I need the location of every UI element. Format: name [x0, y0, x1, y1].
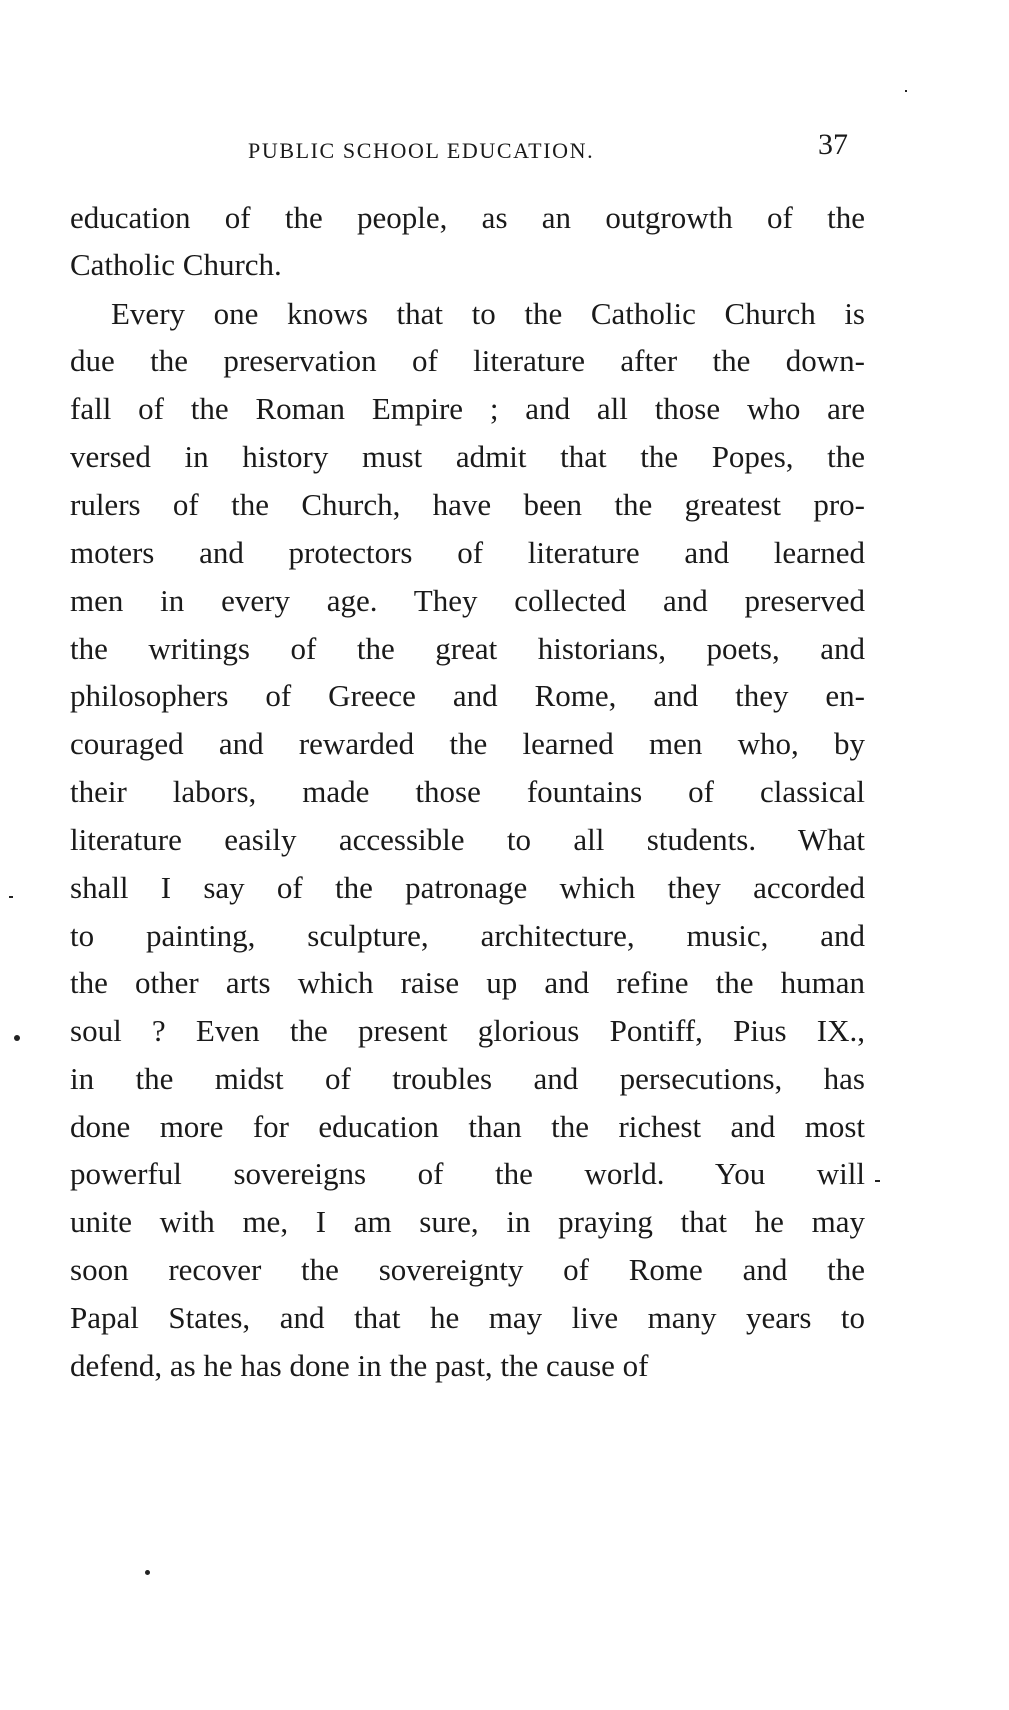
- text-line: their labors, made those fountains of classical: [70, 774, 865, 809]
- text-line: rulers of the Church, have been the greatest pro-: [70, 487, 865, 522]
- text-line: to painting, sculpture, architecture, music, and: [70, 918, 865, 953]
- text-line: men in every age. They collected and preserved: [70, 583, 865, 618]
- text-line: defend, as he has done in the past, the cause of: [70, 1348, 649, 1383]
- text-line: soul ? Even the present glorious Pontiff, Pius IX.,: [70, 1013, 865, 1048]
- text-line: Every one knows that to the Catholic Church is: [111, 296, 865, 331]
- text-line: philosophers of Greece and Rome, and they en-: [70, 678, 865, 713]
- text-line: unite with me, I am sure, in praying that he may: [70, 1204, 865, 1239]
- text-line: education of the people, as an outgrowth of the: [70, 200, 865, 235]
- scan-speck: [145, 1570, 150, 1575]
- text-line: in the midst of troubles and persecutions, has: [70, 1061, 865, 1096]
- text-line: versed in history must admit that the Popes, the: [70, 439, 865, 474]
- text-line: powerful sovereigns of the world. You will: [70, 1156, 865, 1191]
- text-line: due the preservation of literature after the down-: [70, 343, 865, 378]
- scan-speck: [905, 90, 907, 92]
- text-line: soon recover the sovereignty of Rome and the: [70, 1252, 865, 1287]
- scan-speck: [9, 896, 13, 898]
- scan-speck: [875, 1180, 880, 1182]
- running-title: PUBLIC SCHOOL EDUCATION.: [248, 138, 595, 163]
- scan-speck: [14, 1035, 20, 1041]
- text-line: moters and protectors of literature and learned: [70, 535, 865, 570]
- text-line: the other arts which raise up and refine the human: [70, 965, 865, 1000]
- text-line: Catholic Church.: [70, 247, 282, 282]
- text-line: Papal States, and that he may live many years to: [70, 1300, 865, 1335]
- text-line: fall of the Roman Empire ; and all those who are: [70, 391, 865, 426]
- text-line: done more for education than the richest and most: [70, 1109, 865, 1144]
- text-line: literature easily accessible to all students. What: [70, 822, 865, 857]
- page-number: 37: [818, 128, 848, 161]
- text-line: couraged and rewarded the learned men who, by: [70, 726, 865, 761]
- text-line: the writings of the great historians, poets, and: [70, 631, 865, 666]
- text-line: shall I say of the patronage which they accorded: [70, 870, 865, 905]
